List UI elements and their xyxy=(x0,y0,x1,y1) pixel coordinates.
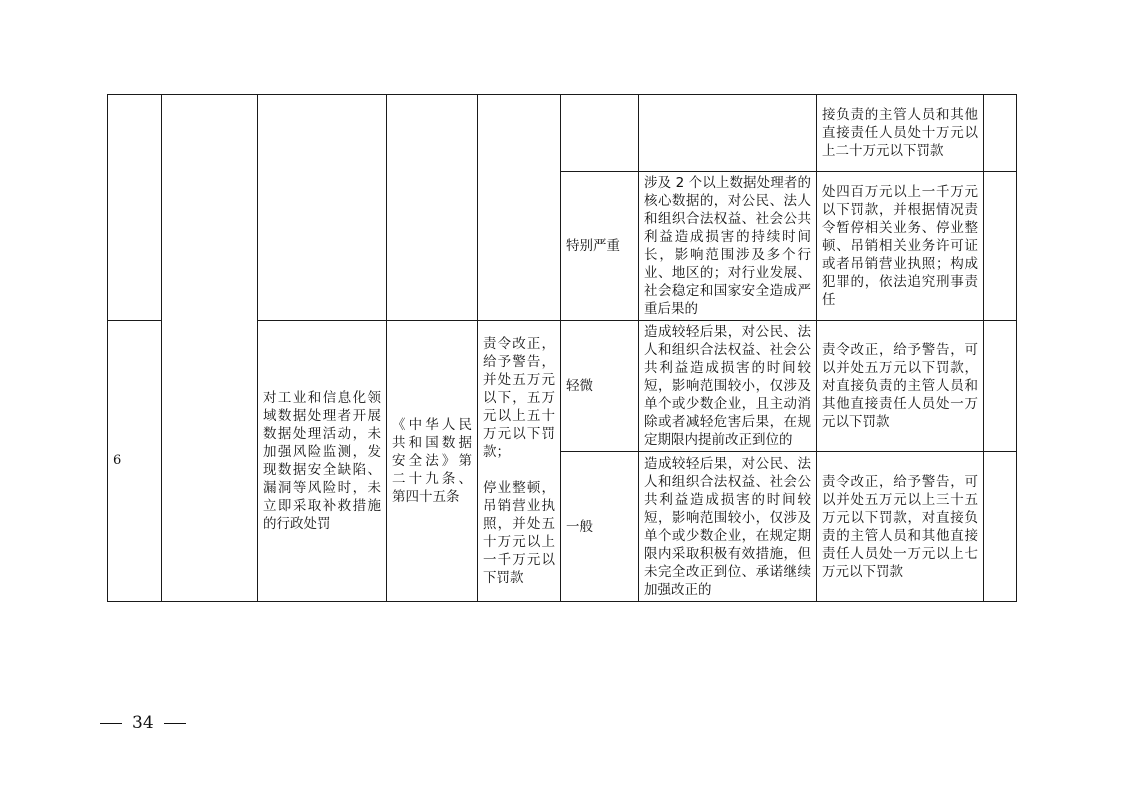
cell-level-empty xyxy=(561,95,639,172)
cell-number-empty xyxy=(108,95,162,321)
cell-penalty: 责令改正，给予警告，可以并处五万元以下罚款，对直接负责的主管人员和其他直接责任人员处一万元以下罚款 xyxy=(817,321,984,452)
penalty-range-part-1: 责令改正，给予警告，并处五万元以下，五万元以上五十万元以下罚款； xyxy=(483,336,555,460)
cell-range-empty xyxy=(478,95,561,321)
cell-level: 特别严重 xyxy=(561,172,639,321)
footer-dash-left xyxy=(100,723,122,724)
penalty-range-part-2: 停业整顿，吊销营业执照，并处五十万元以上一千万元以下罚款 xyxy=(483,480,555,586)
penalty-standards-table xyxy=(107,94,1017,602)
cell-circumstance: 造成较轻后果，对公民、法人和组织合法权益、社会公共利益造成损害的时间较短，影响范围较小，仅涉及单个或少数企业，且主动消除或者减轻危害后果，在规定期限内提前改正到位的 xyxy=(639,321,817,452)
footer-dash-right xyxy=(164,723,186,724)
cell-remarks-empty xyxy=(984,172,1017,321)
cell-category-empty xyxy=(162,95,258,602)
cell-penalty-continued: 接负责的主管人员和其他直接责任人员处十万元以上二十万元以下罚款 xyxy=(817,95,984,172)
cell-basis-empty xyxy=(387,95,478,321)
table-row xyxy=(108,95,1017,172)
cell-remarks-empty xyxy=(984,452,1017,602)
cell-circumstance: 造成较轻后果，对公民、法人和组织合法权益、社会公共利益造成损害的时间较短，影响范围较小，仅涉及单个或少数企业，在规定期限内采取积极有效措施，但未完全改正到位、承诺继续加强改正的 xyxy=(639,452,817,602)
cell-circumstance: 涉及 2 个以上数据处理者的核心数据的，对公民、法人和组织合法权益、社会公共利益造成损害的持续时间长，影响范围涉及多个行业、地区的；对行业发展、社会稳定和国家安全造成严重后果的 xyxy=(639,172,817,321)
cell-remarks-empty xyxy=(984,95,1017,172)
cell-remarks-empty xyxy=(984,321,1017,452)
cell-violation-empty xyxy=(258,95,387,321)
cell-level: 轻微 xyxy=(561,321,639,452)
cell-penalty: 责令改正，给予警告，可以并处五万元以上三十五万元以下罚款，对直接负责的主管人员和其他直接责任人员处一万元以上七万元以下罚款 xyxy=(817,452,984,602)
cell-legal-basis: 《中华人民共和国数据安全法》第二十九条、第四十五条 xyxy=(387,321,478,602)
cell-level: 一般 xyxy=(561,452,639,602)
page-footer xyxy=(90,713,196,733)
cell-penalty: 处四百万元以上一千万元以下罚款，并根据情况责令暂停相关业务、停业整顿、吊销相关业务许可证或者吊销营业执照；构成犯罪的，依法追究刑事责任 xyxy=(817,172,984,321)
cell-circumstance-empty xyxy=(639,95,817,172)
cell-violation: 对工业和信息化领域数据处理者开展数据处理活动，未加强风险监测，发现数据安全缺陷、漏洞等风险时，未立即采取补救措施的行政处罚 xyxy=(258,321,387,602)
page-number: 34 xyxy=(132,713,154,733)
cell-item-number: 6 xyxy=(108,321,162,602)
cell-penalty-range xyxy=(478,321,561,602)
